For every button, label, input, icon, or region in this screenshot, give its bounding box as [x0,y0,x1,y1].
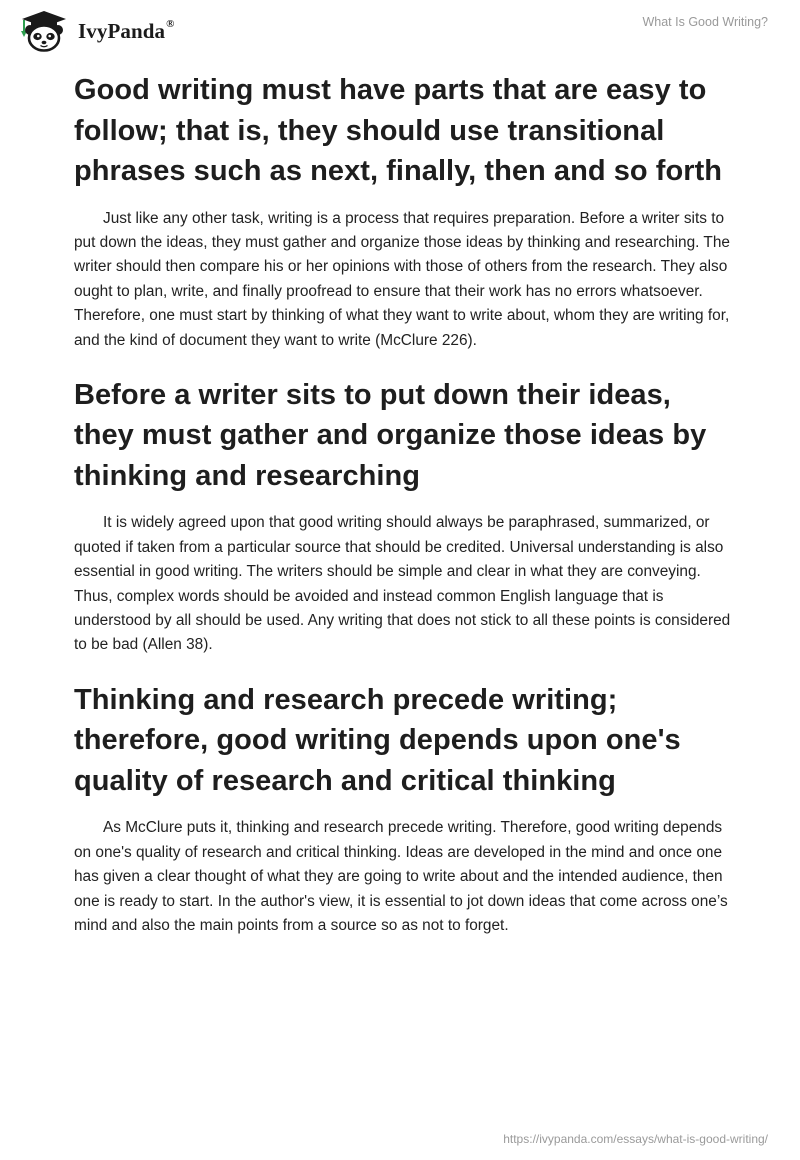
page-header [0,0,800,64]
brand-name: IvyPanda® [78,17,175,43]
document-title: What Is Good Writing? [642,15,768,29]
section-heading: Before a writer sits to put down their ideas, they must gather and organize those ideas by thinking and researching [74,378,707,492]
source-url[interactable]: https://ivypanda.com/essays/what-is-good-writing/ [503,1132,768,1146]
section-heading: Thinking and research precede writing; therefore, good writing depends upon one's quality of research and critical thinking [74,683,681,797]
essay-content [74,70,734,960]
panda-graduation-cap-logo-icon [16,8,72,54]
section-paragraph: As McClure puts it, thinking and research precede writing. Therefore, good writing depends on one's quality of research and critical thinking. Ideas are developed in the mind and once one has given a clear thought of what they are going to write about and the intended audience, then one is ready to start. In the author's view, it is essential to jot down ideas that come across one’s mind and also the main points from a source so as not to forget. [74,819,728,934]
logo[interactable] [16,8,175,54]
section-paragraph: Just like any other task, writing is a process that requires preparation. Before a writer sits to put down the ideas, they must gather and organize those ideas by thinking and researching. The writer should then compare his or her opinions with those of others from the research. They also ought to plan, write, and finally proofread to ensure that their work has no errors whatsoever. Therefore, one must start by thinking of what they want to write about, whom they are writing for, and the kind of document they want to write (McClure 226). [74,209,730,349]
section-paragraph: It is widely agreed upon that good writing should always be paraphrased, summarized, or quoted if taken from a particular source that should be credited. Universal understanding is also essential in good writing. The writers should be simple and clear in what they are conveying. Thus, complex words should be avoided and instead common English language that is understood by all should be used. Any writing that does not stick to all these points is considered to be bad (Allen 38). [74,514,731,654]
section-heading: Good writing must have parts that are easy to follow; that is, they should use transitional phrases such as next, finally, then and so forth [74,74,723,187]
